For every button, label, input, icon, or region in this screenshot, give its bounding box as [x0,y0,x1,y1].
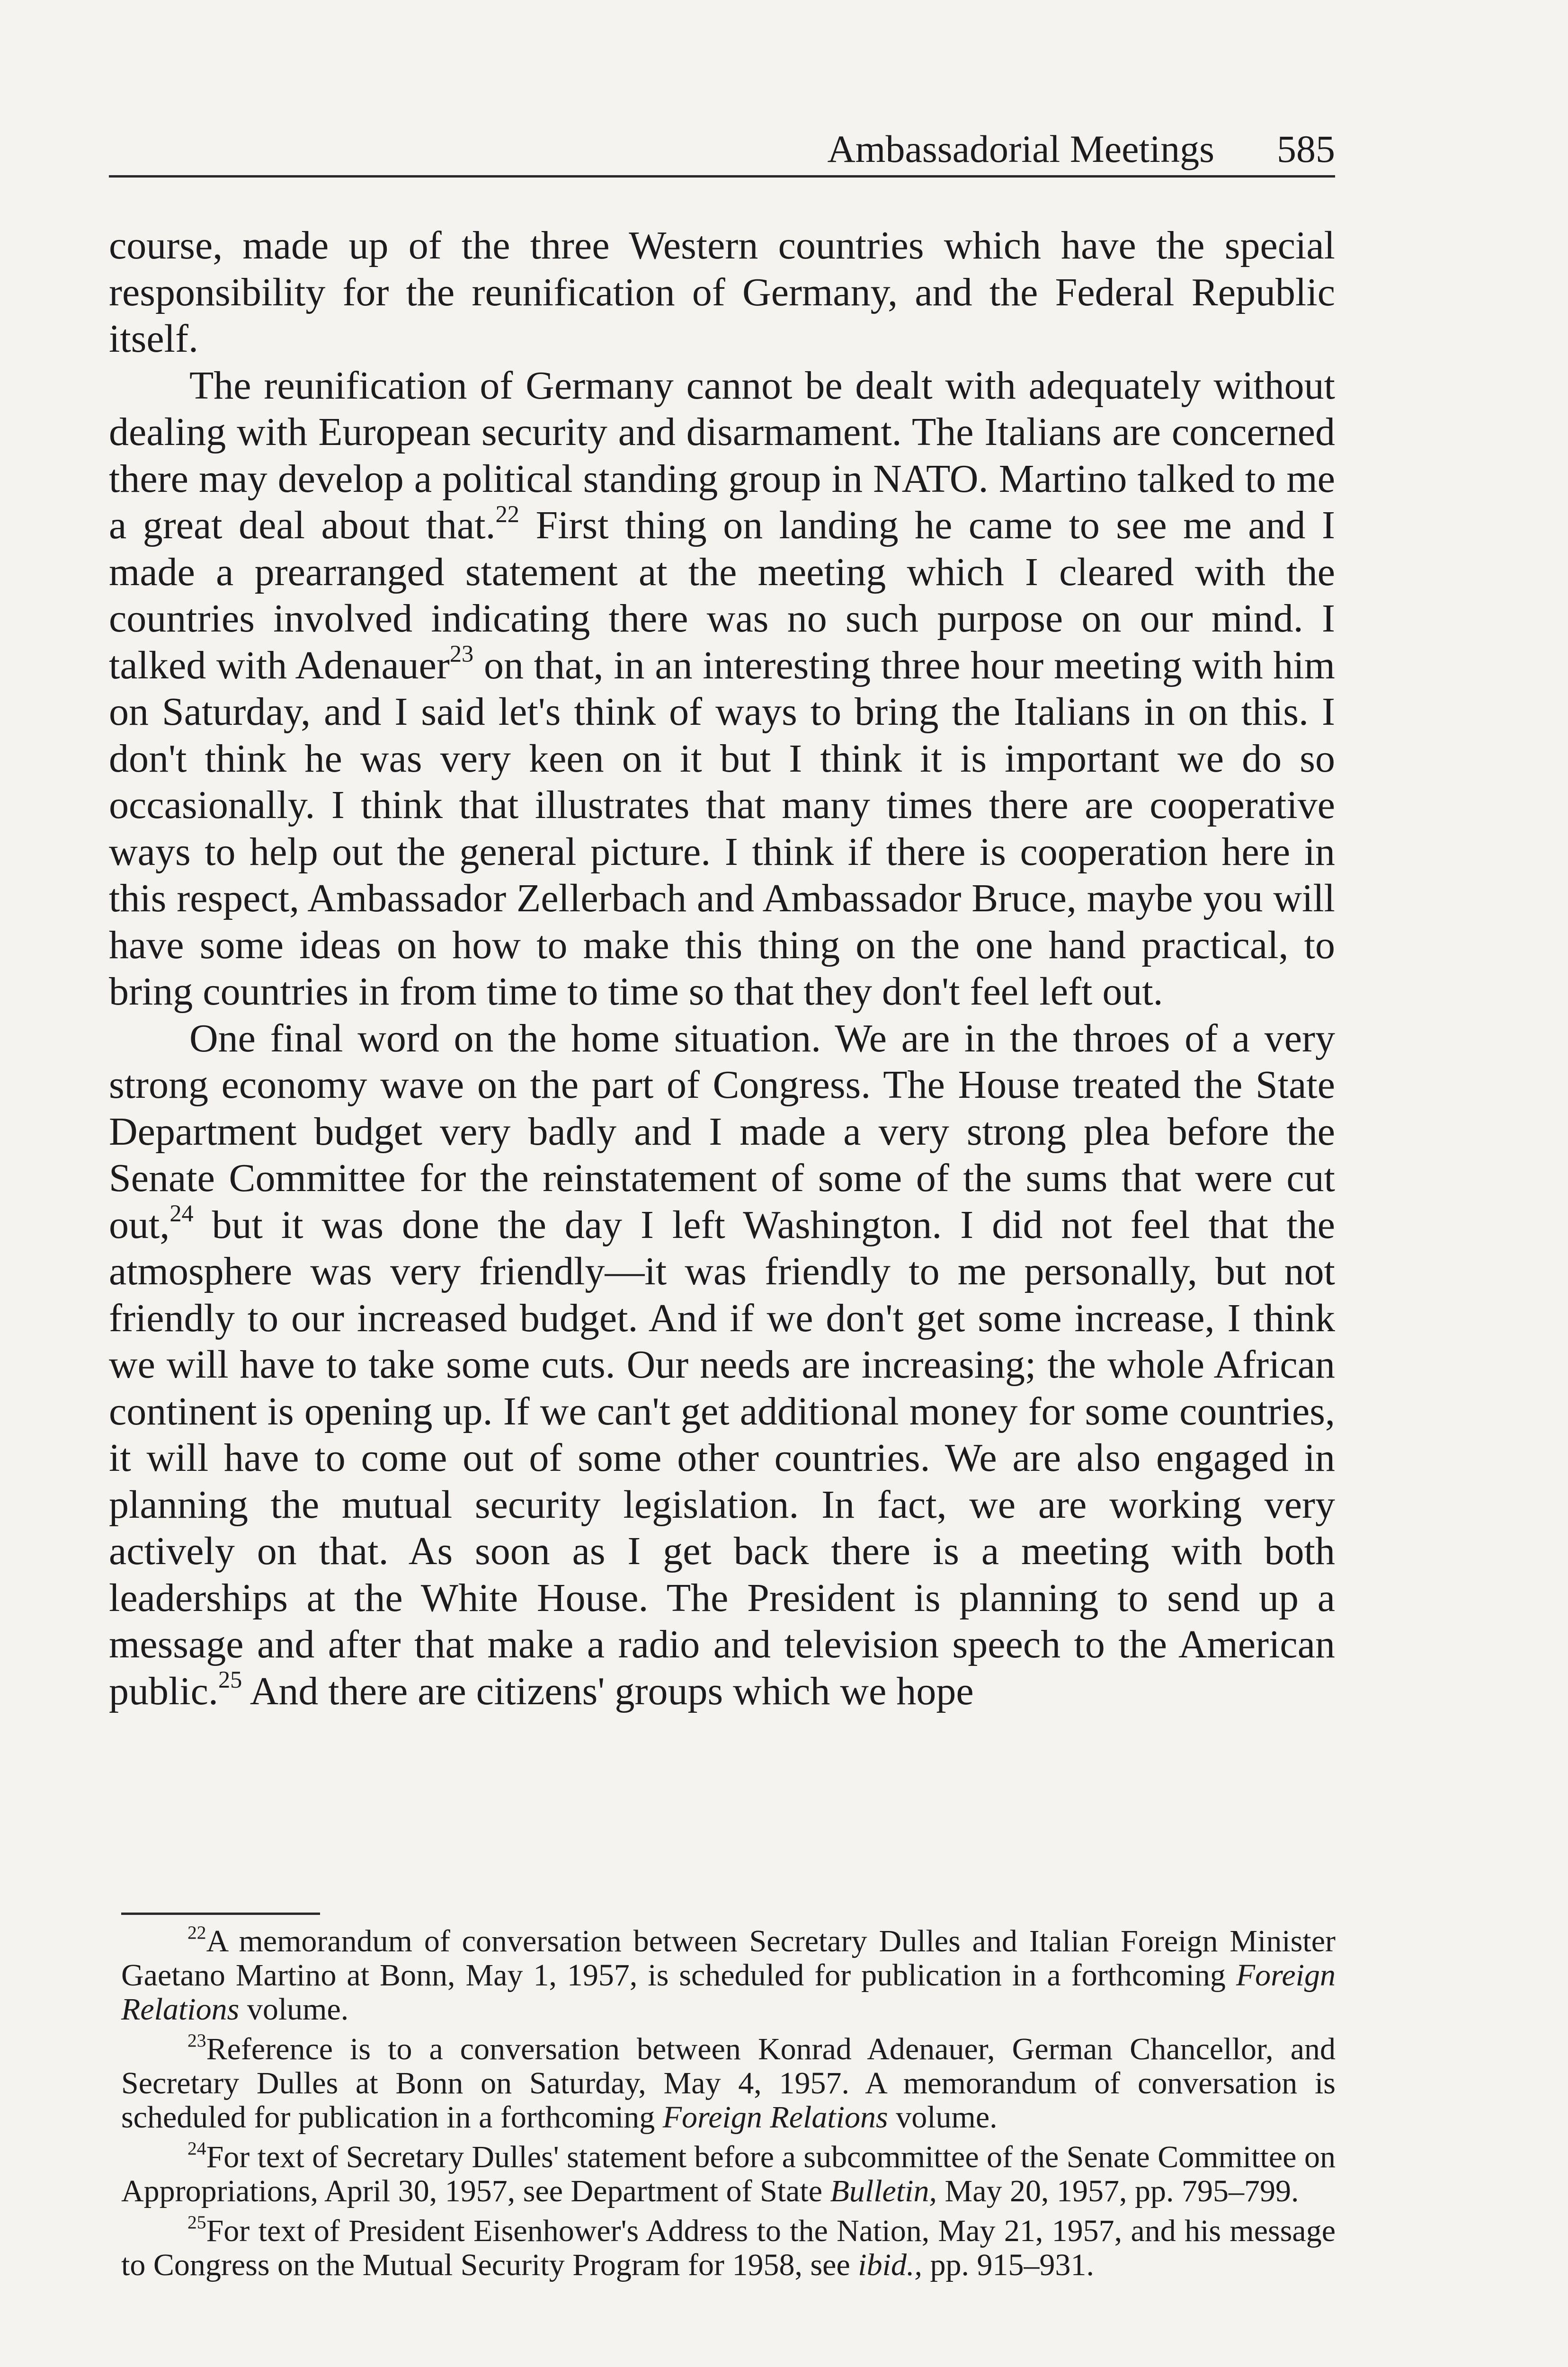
footnote-number: 23 [187,2030,206,2051]
footnote-text-end: volume. [888,2100,998,2135]
footnote-ref-22: 22 [495,500,519,527]
paragraph-3-text-a: One final word on the home situation. We are in the throes of a very strong economy wave on the part of Congress. The House treated the State Department budget very badly and I made a very strong plea before the Senate Committee for the reinstatement of some of the sums that were cut out, [109,1016,1335,1247]
paragraph-2-text-b: First thing on landing he came to see me and I made a prearranged statement at the meeting which I cleared with the countries involved indicating there was no such purpose on our mind. I talked with Adenauer [109,503,1335,687]
paragraph-3 [109,1015,1335,1715]
footnote-italic: Foreign Relations [662,2100,888,2135]
footnote-text: Reference is to a conversation between Konrad Adenauer, German Chancellor, and Secretary Dulles at Bonn on Saturday, May 4, 1957. A memorandum of conversation is scheduled for publication in a forthcoming [121,2032,1336,2135]
paragraph-1-text: course, made up of the three Western countries which have the special responsibility for the reunification of Germany, and the Federal Republic itself. [109,223,1335,361]
page-number: 585 [1277,127,1335,170]
footnote-25 [121,2214,1336,2282]
footnote-text-end: pp. 915–931. [922,2248,1094,2282]
running-title: Ambassadorial Meetings [827,127,1214,170]
footnote-ref-23: 23 [449,641,474,667]
footnote-italic: ibid., [858,2248,922,2282]
footnote-23 [121,2032,1336,2135]
footnote-number: 22 [187,1922,206,1943]
footnote-italic: Foreign Relations [121,1958,1336,2027]
footnote-number: 25 [187,2212,206,2233]
footnote-rule [121,1913,320,1915]
header-rule [109,175,1335,178]
footnote-text: A memorandum of conversation between Secretary Dulles and Italian Foreign Minister Gaetano Martino at Bonn, May 1, 1957, is scheduled for publication in a forthcoming [121,1924,1336,1993]
paragraph-3-text-c: And there are citizens' groups which we hope [242,1669,974,1713]
footnote-number: 24 [187,2138,206,2159]
footnote-text: For text of President Eisenhower's Address to the Nation, May 21, 1957, and his message to Congress on the Mutual Security Program for 1958, see [121,2214,1336,2282]
paragraph-3-text-b: but it was done the day I left Washington. I did not feel that the atmosphere was very friendly—it was friendly to me personally, but not friendly to our increased budget. And if we don't get some increase, I think we will have to take some cuts. Our needs are increasing; the whole African continent is opening up. If we can't get additional money for some countries, it will have to come out of some other countries. We are also engaged in planning the mutual security legislation. In fact, we are working very actively on that. As soon as I get back there is a meeting with both leaderships at the White House. The President is planning to send up a message and after that make a radio and television speech to the American public. [109,1202,1335,1713]
footnote-22 [121,1924,1336,2027]
footnote-ref-24: 24 [169,1200,194,1227]
footnote-italic: Bulletin, [830,2174,937,2208]
paragraph-1 [109,222,1335,363]
footnote-text: For text of Secretary Dulles' statement before a subcommittee of the Senate Committee on Appropriations, April 30, 1957, see Department of State [121,2140,1336,2208]
footnote-24 [121,2140,1336,2208]
paragraph-2-text-c: on that, in an interesting three hour meeting with him on Saturday, and I said let's think of ways to bring the Italians in on this. I don't think he was very keen on it but I think it is important we do so occasionally. I think that illustrates that many times there are cooperative ways to help out the general picture. I think if there is cooperation here in this respect, Ambassador Zellerbach and Ambassador Bruce, maybe you will have some ideas on how to make this thing on the one hand practical, to bring countries in from time to time so that they don't feel left out. [109,643,1335,1014]
footnote-text-end: volume. [239,1992,349,2027]
paragraph-2 [109,363,1335,1015]
body-text [109,222,1335,1715]
paragraph-2-text-a: The reunification of Germany cannot be dealt with adequately without dealing with European security and disarmament. The Italians are concerned there may develop a political standing group in NATO. Martino talked to me a great deal about that. [109,363,1335,547]
running-head [109,121,1335,173]
footnotes [121,1924,1336,2288]
footnote-text-end: May 20, 1957, pp. 795–799. [937,2174,1299,2208]
footnote-ref-25: 25 [218,1666,242,1693]
